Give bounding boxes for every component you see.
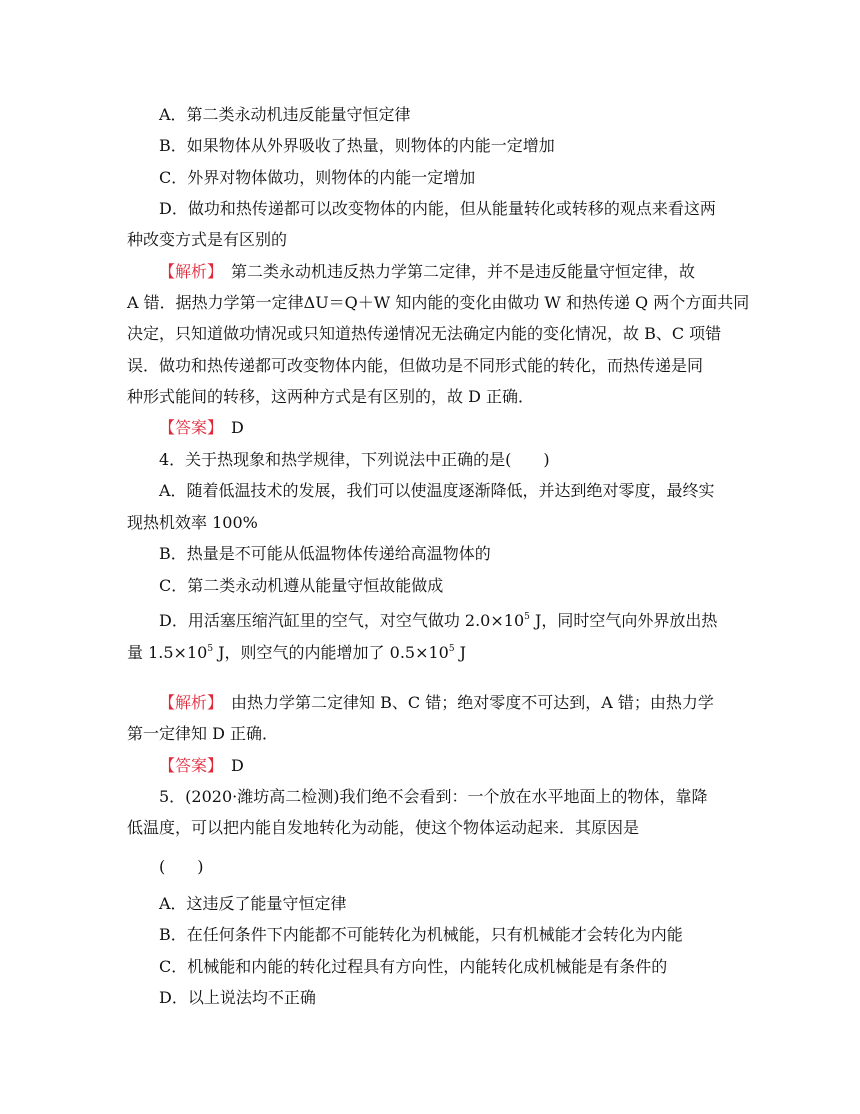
q5-stem: 5．(2020·潍坊高二检测)我们绝不会看到：一个放在水平地面上的物体，靠降 [159, 787, 708, 806]
q5-option-d: D．以上说法均不正确 [159, 988, 316, 1007]
q4-option-d-text: D．用活塞压缩汽缸里的空气，对空气做功 2.0×10 [159, 611, 525, 630]
answer-value: D [215, 756, 244, 775]
q4-option-d-cont-text-2: J，则空气的内能增加了 0.5×10 [213, 643, 449, 662]
q3-analysis-line4: 误．做功和热传递都可改变物体内能，但做功是不同形式能的转化，而热传递是同 [127, 356, 704, 375]
q3-analysis [159, 261, 695, 283]
q4-option-d-cont [127, 638, 466, 664]
answer-value: D [215, 418, 244, 437]
q3-option-b: B．如果物体从外界吸收了热量，则物体的内能一定增加 [159, 136, 555, 155]
q4-analysis [159, 692, 714, 714]
answer-tag: 【答案】 [159, 418, 216, 437]
q5-option-a: A．这违反了能量守恒定律 [159, 894, 347, 913]
q4-option-d [159, 606, 717, 632]
analysis-tag: 【解析】 [159, 693, 216, 712]
exponent: 5 [448, 644, 455, 654]
q4-option-a: A．随着低温技术的发展，我们可以使温度逐渐降低，并达到绝对零度，最终实 [159, 481, 715, 500]
q3-analysis-line5: 种形式能间的转移，这两种方式是有区别的，故 D 正确． [127, 387, 535, 406]
q4-stem: 4．关于热现象和热学规律，下列说法中正确的是( ) [159, 450, 550, 469]
q3-option-d-cont: 种改变方式是有区别的 [127, 230, 288, 249]
q4-option-b: B．热量是不可能从低温物体传递给高温物体的 [159, 544, 491, 563]
q4-option-c: C．第二类永动机遵从能量守恒故能做成 [159, 576, 444, 595]
q4-option-d-cont-text: 量 1.5×10 [127, 643, 208, 662]
analysis-tag: 【解析】 [159, 262, 216, 281]
q4-option-a-cont: 现热机效率 100% [127, 513, 258, 532]
exponent: 5 [207, 644, 214, 654]
q3-analysis-line3: 决定，只知道做功情况或只知道热传递情况无法确定内能的变化情况，故 B、C 项错 [127, 324, 722, 343]
q3-option-c: C．外界对物体做功，则物体的内能一定增加 [159, 168, 476, 187]
q3-analysis-line2: A 错．据热力学第一定律ΔU＝Q＋W 知内能的变化由做功 W 和热传递 Q 两个方面共同 [127, 293, 750, 312]
q4-option-d-text-2: J，同时空气向外界放出热 [529, 611, 718, 630]
q3-option-a: A．第二类永动机违反能量守恒定律 [159, 105, 411, 124]
q4-answer [159, 755, 244, 777]
q5-stem-line2: 低温度，可以把内能自发地转化为动能，使这个物体运动起来．其原因是 [127, 818, 640, 837]
q3-option-d: D．做功和热传递都可以改变物体的内能，但从能量转化或转移的观点来看这两 [159, 199, 716, 218]
answer-tag: 【答案】 [159, 756, 216, 775]
exponent: 5 [524, 612, 530, 622]
q3-answer [159, 417, 244, 439]
q5-stem-line3: ( ) [159, 857, 204, 876]
analysis-text: 第二类永动机违反热力学第二定律，并不是违反能量守恒定律，故 [215, 262, 696, 281]
q4-option-d-cont-text-3: J [454, 643, 467, 662]
analysis-text: 由热力学第二定律知 B、C 错；绝对零度不可达到，A 错；由热力学 [215, 693, 714, 712]
q5-option-b: B．在任何条件下内能都不可能转化为机械能，只有机械能才会转化为内能 [159, 925, 683, 944]
q5-option-c: C．机械能和内能的转化过程具有方向性，内能转化成机械能是有条件的 [159, 957, 668, 976]
q4-analysis-line2: 第一定律知 D 正确． [127, 724, 279, 743]
